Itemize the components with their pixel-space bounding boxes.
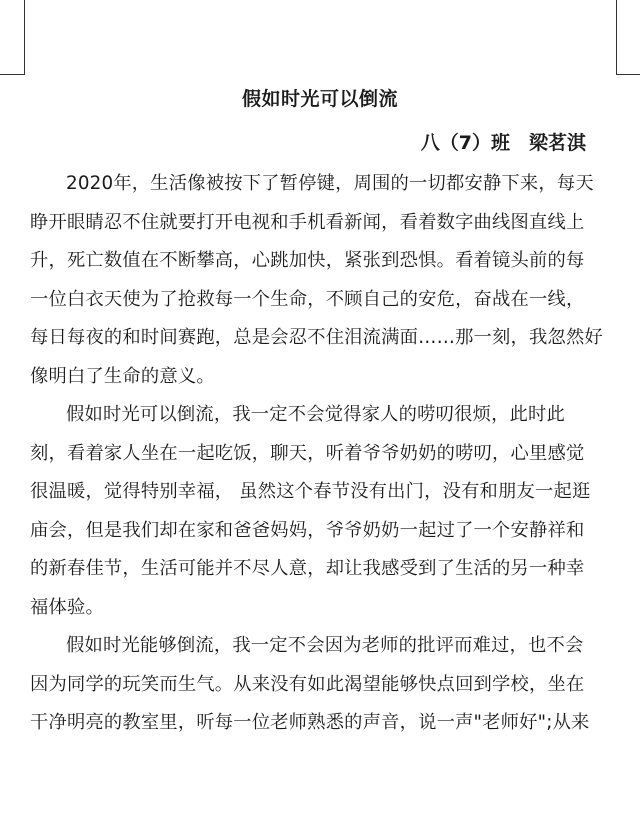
text-line: 刻，看着家人坐在一起吃饭，聊天，听着爷爷奶奶的唠叨，心里感觉 [30,442,585,464]
document-title: 假如时光可以倒流 [241,88,398,110]
text-line: 干净明亮的教室里，听每一位老师熟悉的声音，说一声"老师好";从来 [30,712,590,733]
paragraph-2 [30,396,614,627]
crop-mark-top-left [0,0,25,75]
crop-mark-top-right [616,0,640,75]
text-line: 升，死亡数值在不断攀高，心跳加快，紧张到恐惧。看着镜头前的每 [30,250,585,271]
text-line: 福体验。 [30,596,104,618]
text-line: 一位白衣天使为了抢救每一个生命，不顾自己的安危，奋战在一线， [30,288,585,310]
document-body [30,165,614,743]
text-line: 假如时光能够倒流，我一定不会因为老师的批评而难过，也不会 [66,635,584,656]
text-line: 很温暖，觉得特别幸福， 虽然这个春节没有出门，没有和朋友一起逛 [30,481,591,502]
text-line: 像明白了生命的意义。 [30,365,215,387]
text-line: 庙会，但是我们却在家和爸爸妈妈，爷爷奶奶一起过了一个安静祥和 [30,519,585,541]
text-line: 因为同学的玩笑而生气。从来没有如此渴望能够快点回到学校，坐在 [30,673,585,695]
text-line: 的新春佳节，生活可能并不尽人意，却让我感受到了生活的另一种幸 [30,558,585,579]
author-line: 八（7）班 梁茗淇 [420,132,586,154]
text-line: 假如时光可以倒流，我一定不会觉得家人的唠叨很烦，此时此 [66,404,565,425]
text-line: 2020年，生活像被按下了暂停键，周围的一切都安静下来，每天 [66,173,594,194]
text-line: 每日每夜的和时间赛跑，总是会忍不住泪流满面……那一刻，我忽然好 [30,327,603,348]
paragraph-1 [30,165,614,396]
paragraph-3 [30,627,614,743]
text-line: 睁开眼睛忍不住就要打开电视和手机看新闻，看着数字曲线图直线上 [30,211,585,233]
